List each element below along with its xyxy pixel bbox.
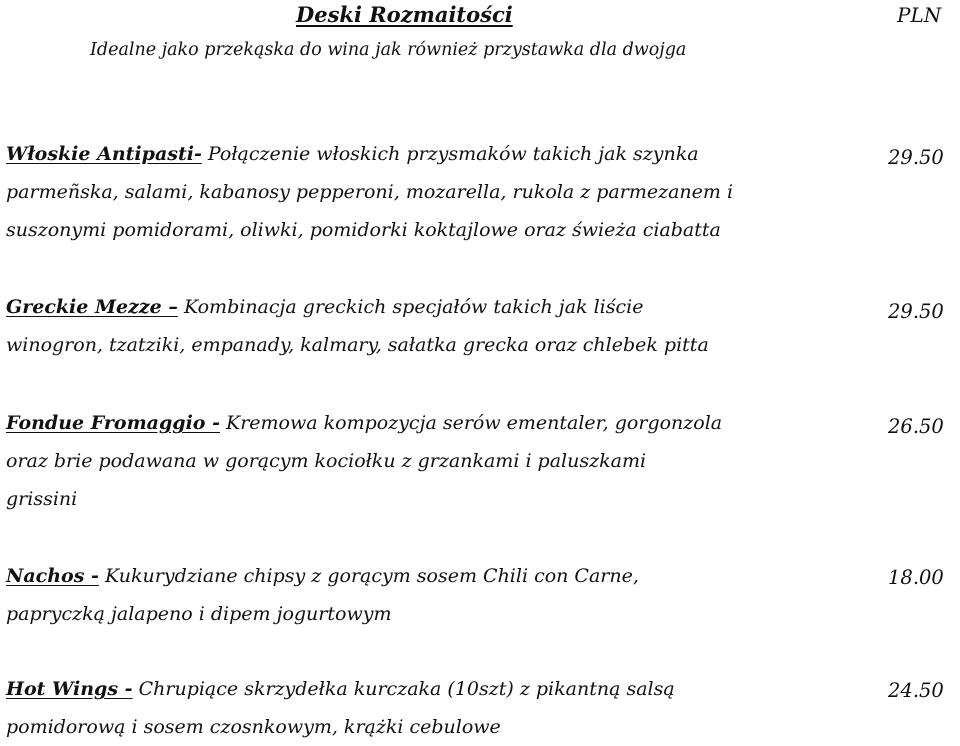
item-name: Fondue Fromaggio -: [6, 412, 220, 434]
item-description: Greckie Mezze – Kombinacja greckich specjałów takich jak liście winogron, tzatziki, empanady, kalmary, sałatka grecka oraz chlebek pitta: [6, 296, 709, 356]
section-title: Deski Rozmaitości: [296, 2, 513, 27]
item-price: 18.00: [888, 566, 944, 589]
menu-item: [6, 557, 846, 633]
item-price: 24.50: [888, 679, 944, 702]
item-price: 26.50: [888, 415, 944, 438]
menu-item: [6, 404, 846, 518]
item-description: Włoskie Antipasti- Połączenie włoskich przysmaków takich jak szynka parmeñska, salami, kabanosy pepperoni, mozarella, rukola z parmezanem i suszonymi pomidorami, oliwki, pomidorki koktajlowe oraz świeża ciabatta: [6, 143, 734, 241]
item-name: Nachos -: [6, 565, 99, 587]
item-price: 29.50: [888, 146, 944, 169]
section-subtitle: Idealne jako przekąska do wina jak również przystawka dla dwojga: [90, 40, 687, 60]
menu-item: [6, 135, 846, 249]
item-description: Hot Wings - Chrupiące skrzydełka kurczaka (10szt) z pikantną salsą pomidorową i sosem czosnkowym, krążki cebulowe: [6, 678, 675, 738]
item-name: Włoskie Antipasti-: [6, 143, 202, 165]
item-price: 29.50: [888, 300, 944, 323]
menu-item: [6, 288, 846, 364]
currency-label: PLN: [897, 3, 942, 27]
item-name: Hot Wings -: [6, 678, 133, 700]
item-description: Nachos - Kukurydziane chipsy z gorącym sosem Chili con Carne, papryczką jalapeno i dipem jogurtowym: [6, 565, 639, 625]
item-description: Fondue Fromaggio - Kremowa kompozycja serów ementaler, gorgonzola oraz brie podawana w gorącym kociołku z grzankami i paluszkami grissini: [6, 412, 723, 510]
menu-item: [6, 670, 846, 746]
item-name: Greckie Mezze –: [6, 296, 178, 318]
